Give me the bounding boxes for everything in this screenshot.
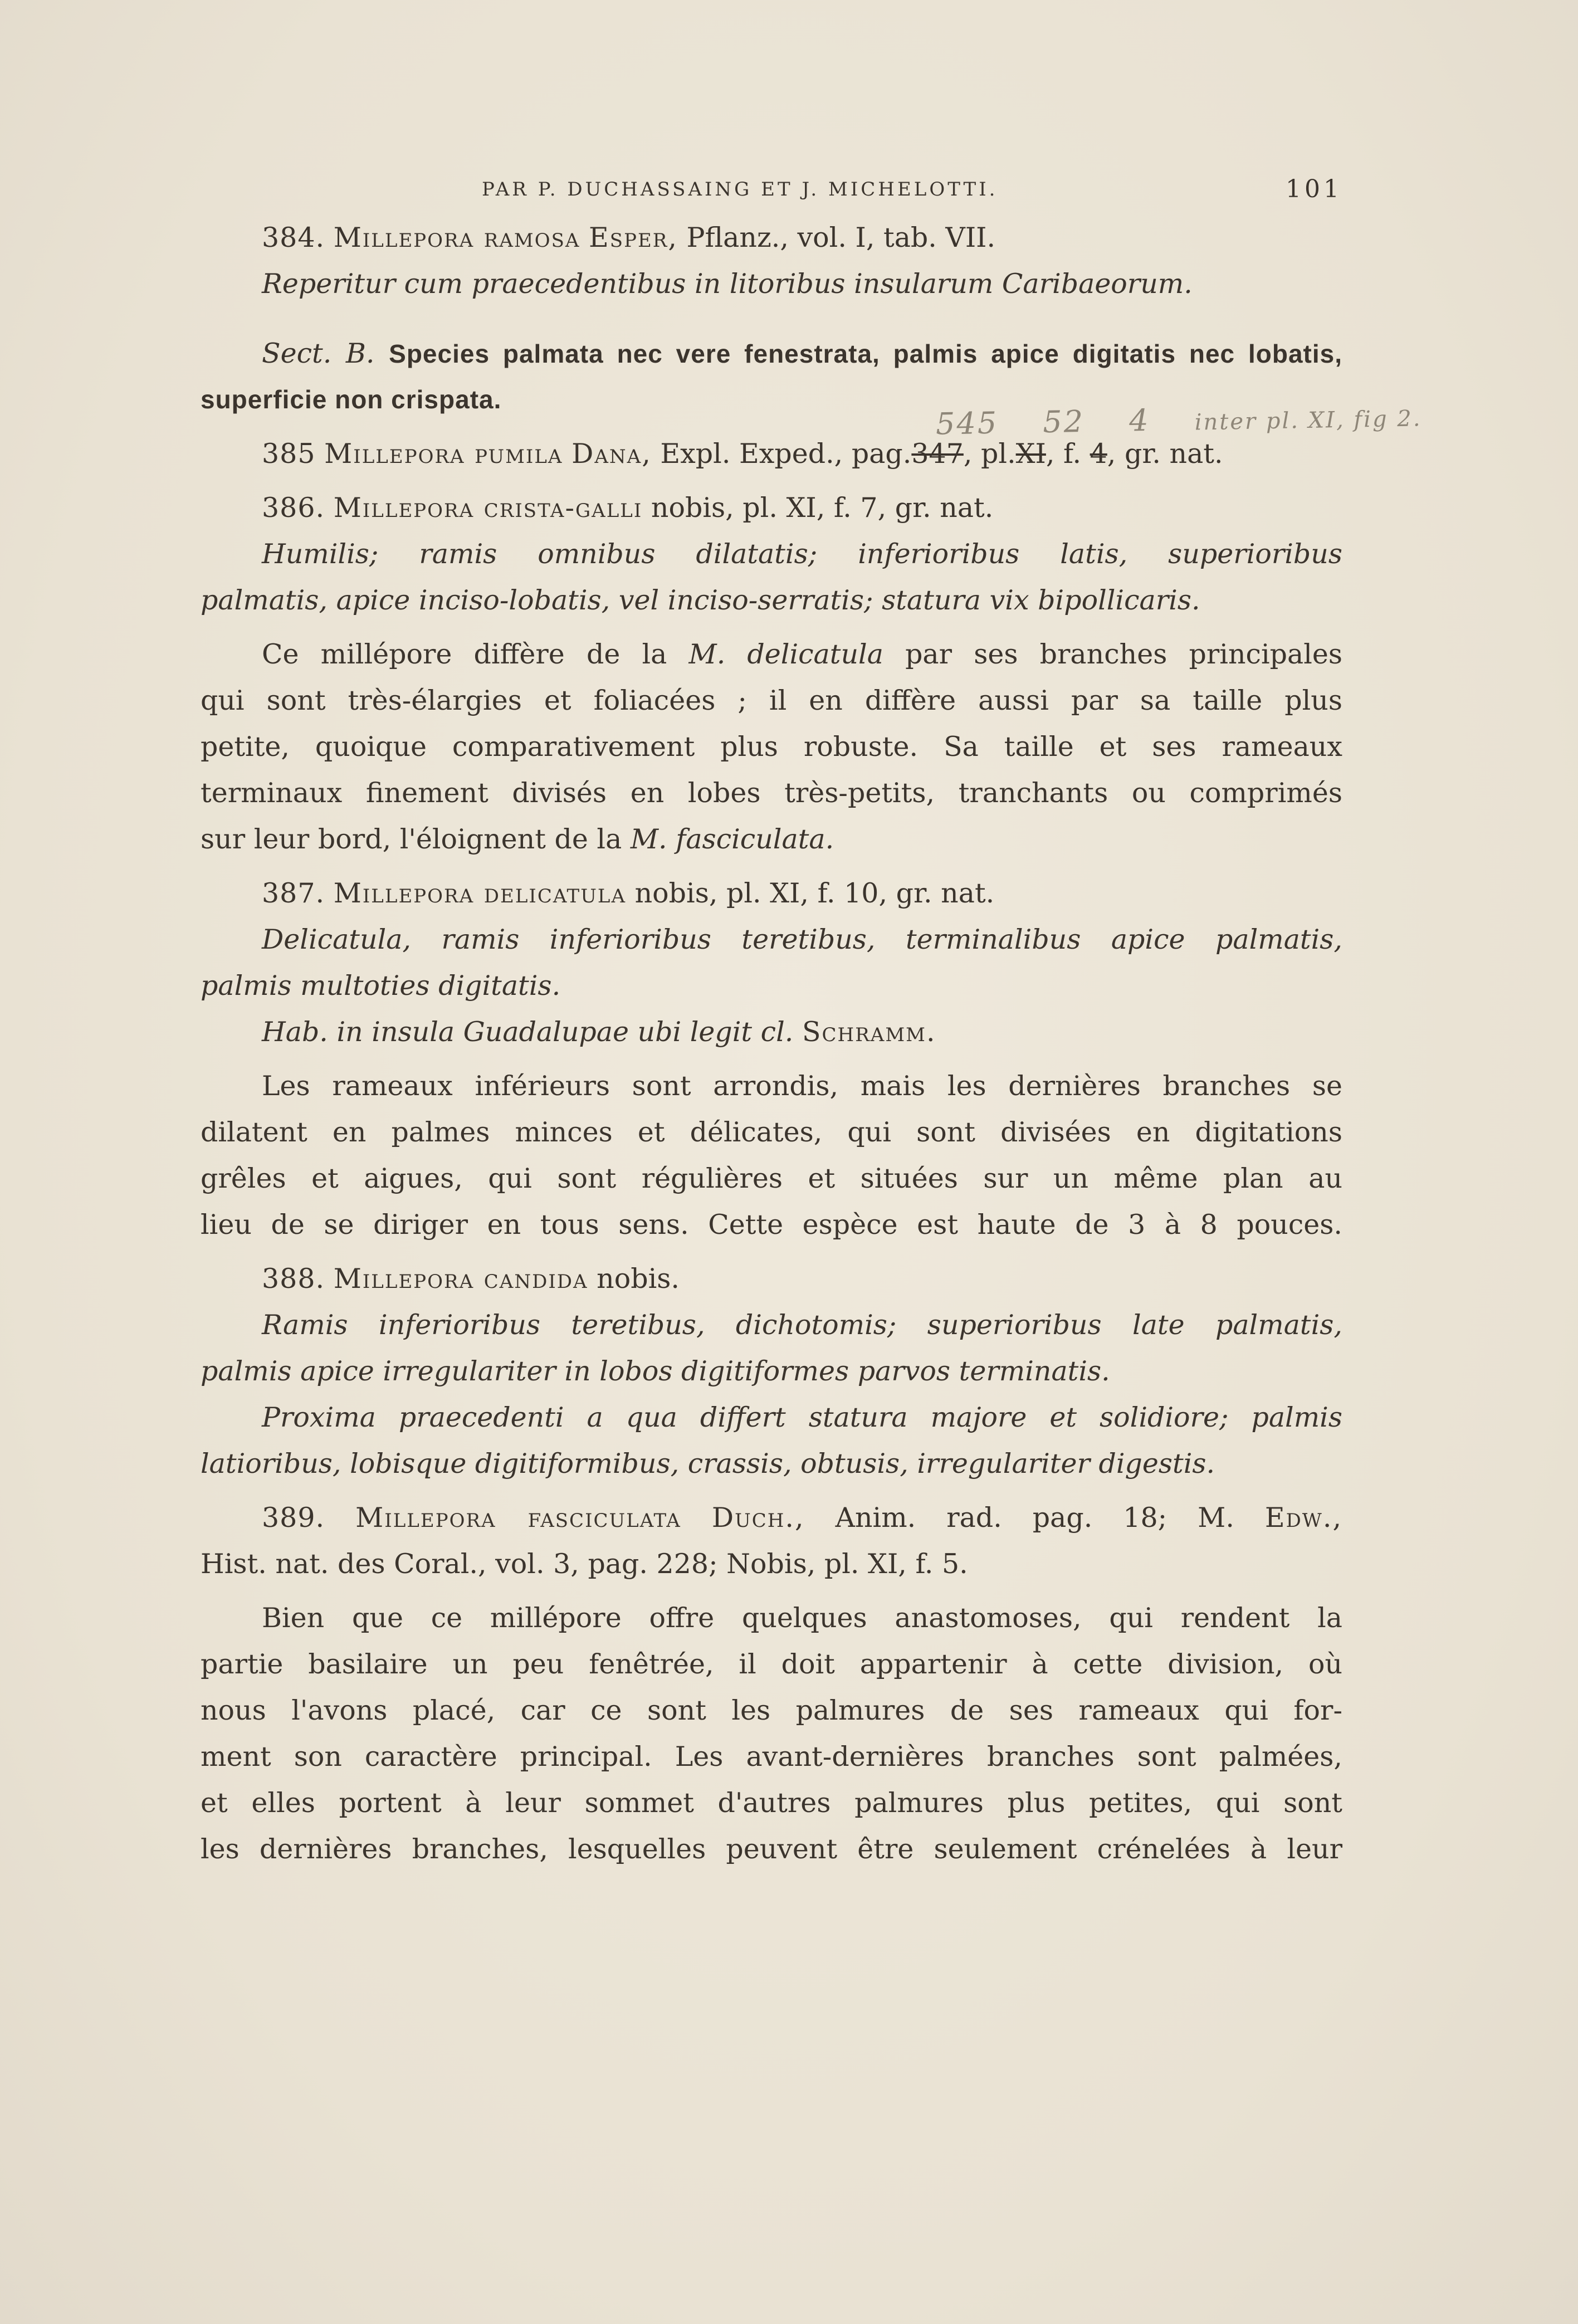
entry-387-latin-2: palmis multoties digitatis. (201, 970, 561, 1002)
entry-389-french-2: partie basilaire un peu fenêtrée, il doit appartenir à cette division, où (201, 1648, 1342, 1680)
handwritten-number-52: 52 (1042, 403, 1085, 440)
entry-386-french-3: petite, quoique comparativement plus robuste. Sa taille et ses rameaux (201, 731, 1342, 763)
struck-figure-number: 4 (1090, 438, 1107, 470)
species-name: Millepora pumila (324, 438, 563, 470)
entry-386-french-2: qui sont très-élargies et foliacées ; il en diffère aussi par sa taille plus (201, 685, 1342, 716)
species-reference-italic: M. delicatula (688, 638, 883, 670)
entry-387-habitat: Hab. in insula Guadalupae ubi legit cl. Schramm. (262, 1016, 936, 1048)
section-b-line-2: superficie non crispata. (201, 385, 502, 414)
handwritten-number-4: 4 (1128, 402, 1151, 438)
species-name: Millepora ramosa (333, 222, 580, 253)
entry-387-french-3: grêles et aigues, qui sont régulières et situées sur un même plan au (201, 1163, 1342, 1194)
entry-389-reference: Hist. nat. des Coral., vol. 3, pag. 228; Nobis, pl. XI, f. 5. (201, 1548, 968, 1580)
species-name: Millepora crista-galli (333, 492, 643, 524)
entry-387-heading: 387. Millepora delicatula nobis, pl. XI, f. 10, gr. nat. (262, 877, 995, 909)
entry-388-latin-4: latioribus, lobisque digitiformibus, crassis, obtusis, irregulariter digestis. (201, 1448, 1215, 1480)
collector-name: Schramm. (802, 1016, 936, 1048)
species-author: Dana, (571, 438, 652, 470)
entry-388-latin-2: palmis apice irregulariter in lobos digitiformes parvos terminatis. (201, 1355, 1110, 1387)
entry-386-latin-2: palmatis, apice inciso-lobatis, vel inciso-serratis; statura vix bipollicaris. (201, 584, 1200, 616)
entry-389-french-3: nous l'avons placé, car ce sont les palmures de ses rameaux qui for- (201, 1695, 1342, 1726)
section-description: Species palmata nec vere fenestrata, palmis apice digitatis nec lobatis, (389, 339, 1343, 368)
entry-388-heading: 388. Millepora candida nobis. (262, 1263, 680, 1295)
entry-388-latin-3: Proxima praecedenti a qua differt statura majore et solidiore; palmis (262, 1402, 1342, 1433)
entry-389-french-5: et elles portent à leur sommet d'autres palmures plus petites, qui sont (201, 1787, 1342, 1819)
species-reference-italic: M. fasciculata. (630, 823, 834, 855)
entry-389-french-6: les dernières branches, lesquelles peuvent être seulement crénelées à leur (201, 1833, 1342, 1865)
entry-386-french-5: sur leur bord, l'éloignent de la M. fasciculata. (201, 823, 834, 855)
section-label: Sect. B. (262, 338, 375, 369)
entry-386-latin-1: Humilis; ramis omnibus dilatatis; inferioribus latis, superioribus (262, 538, 1342, 570)
entry-387-french-4: lieu de se diriger en tous sens. Cette espèce est haute de 3 à 8 pouces. (201, 1209, 1342, 1241)
page-body (201, 214, 1342, 1872)
species-reference: Pflanz., vol. I, tab. VII. (686, 222, 996, 253)
entry-384-description: Reperitur cum praecedentibus in litoribus insularum Caribaeorum. (262, 268, 1193, 300)
page-number: 101 (1286, 175, 1342, 203)
page-header (201, 173, 1342, 206)
section-b-line-1 (201, 330, 1342, 377)
entry-389-french-1: Bien que ce millépore offre quelques anastomoses, qui rendent la (262, 1602, 1342, 1634)
entry-386-french-1: Ce millépore diffère de la M. delicatula par ses branches principales (262, 638, 1343, 670)
entry-389-heading: 389. Millepora fasciculata Duch., Anim. rad. pag. 18; M. Edw., (262, 1502, 1343, 1534)
species-author: Duch., (711, 1502, 805, 1534)
species-name: Millepora delicatula (333, 877, 627, 909)
handwritten-note: inter pl. XI, fig 2. (1194, 406, 1422, 436)
entry-387-french-2: dilatent en palmes minces et délicates, qui sont divisées en digitations (201, 1116, 1342, 1148)
entry-384-heading: 384. Millepora ramosa Esper, Pflanz., vol. I, tab. VII. (262, 222, 996, 253)
species-reference: Expl. Exped., pag.347, pl.XI, f. 4, gr. nat. (660, 438, 1223, 470)
entry-388-latin-1: Ramis inferioribus teretibus, dichotomis; superioribus late palmatis, (262, 1309, 1342, 1341)
species-name: Millepora fasciculata (355, 1502, 681, 1534)
struck-plate-number: XI (1015, 438, 1046, 470)
species-reference: nobis, pl. XI, f. 10, gr. nat. (634, 877, 995, 909)
species-name: Millepora candida (333, 1263, 588, 1295)
entry-386-french-4: terminaux finement divisés en lobes très-petits, tranchants ou comprimés (201, 777, 1342, 809)
species-author: Edw., (1264, 1502, 1343, 1534)
struck-page-number: 347 (911, 438, 964, 470)
entry-387-french-1: Les rameaux inférieurs sont arrondis, mais les dernières branches se (262, 1070, 1342, 1102)
handwritten-number-545: 545 (935, 405, 999, 442)
running-title: PAR P. DUCHASSAING ET J. MICHELOTTI. (482, 178, 998, 201)
entry-387-latin-1: Delicatula, ramis inferioribus teretibus, terminalibus apice palmatis, (262, 924, 1342, 955)
species-reference: nobis. (597, 1263, 680, 1295)
species-reference: nobis, pl. XI, f. 7, gr. nat. (651, 492, 994, 524)
entry-389-french-4: ment son caractère principal. Les avant-dernières branches sont palmées, (201, 1741, 1342, 1773)
entry-385-heading: 385 Millepora pumila Dana, Expl. Exped., pag.347, pl.XI, f. 4, gr. nat. (262, 438, 1223, 470)
species-author: Esper, (589, 222, 678, 253)
entry-386-heading: 386. Millepora crista-galli nobis, pl. XI, f. 7, gr. nat. (262, 492, 994, 524)
